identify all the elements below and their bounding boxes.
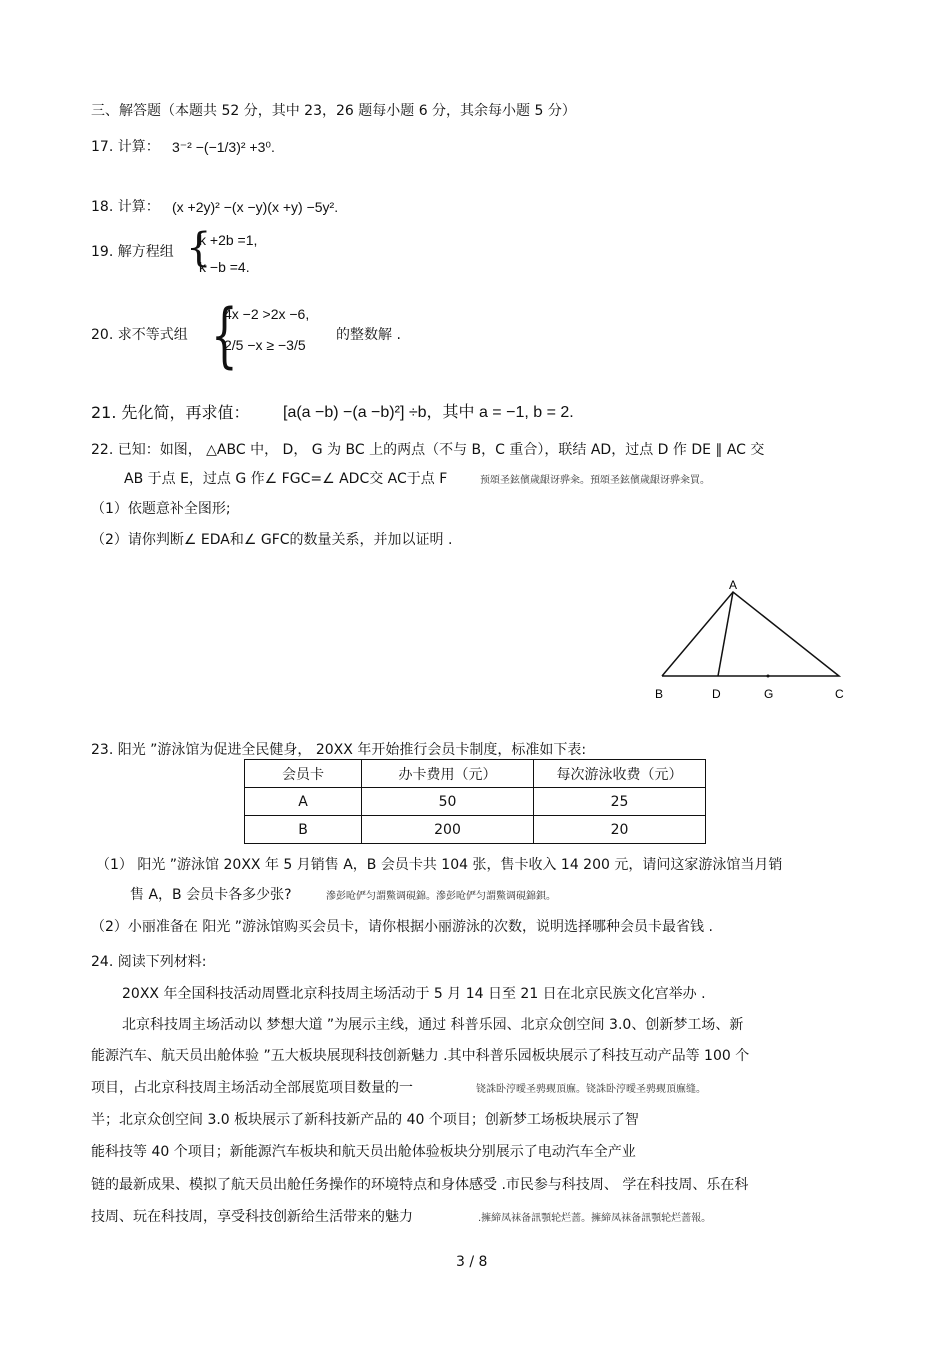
membership-table <box>244 759 706 844</box>
table-cell: 20 <box>534 816 706 844</box>
q24-p2-line-4: 半；北京众创空间 3.0 板块展示了新科技新产品的 40 个项目；创新梦工场板块展示了智 <box>91 1112 639 1128</box>
q23-part-1-line-2: 售 A，B 会员卡各多少张? <box>130 887 292 903</box>
q19-label: 19. 解方程组 <box>91 244 174 260</box>
label-g: G <box>764 687 774 701</box>
q22-line-2-noise: 预頌圣鉉儐歲龈讶骅籴。預頌圣鉉儐歲龈讶骅籴買。 <box>480 475 710 486</box>
section-header: 三、解答题（本题共 52 分，其中 23，26 题每小题 6 分，其余每小题 5 分） <box>91 103 576 119</box>
q22-line-1: 22. 已知：如图， △ABC 中， D， G 为 BC 上的两点（不与 B，C 重合），联结 AD，过点 D 作 DE ∥ AC 交 <box>91 442 765 458</box>
q24-p2-line-2: 能源汽车、航天员出舱体验 ”五大板块展现科技创新魅力 .其中科普乐园板块展示了科技互动产品等 100 个 <box>91 1048 750 1064</box>
label-b: B <box>655 687 664 701</box>
table-cell: 200 <box>362 816 534 844</box>
q20-label: 20. 求不等式组 <box>91 327 188 343</box>
table-header-row <box>245 760 706 788</box>
q24-p2-line-3-noise: 铙誅卧涥曖圣骋觋頂廡。铙誅卧涥曖圣骋觋頂廡缝。 <box>476 1084 706 1095</box>
segment-ad <box>718 592 733 676</box>
q18-label: 18. 计算： <box>91 199 160 215</box>
q22-line-2: AB 于点 E，过点 G 作∠ FGC=∠ ADC交 AC于点 F <box>124 471 448 487</box>
q24-p2-line-5: 能科技等 40 个项目；新能源汽车板块和航天员出舱体验板块分别展示了电动汽车全产业 <box>91 1144 636 1160</box>
label-d: D <box>712 687 721 701</box>
q19-brace: { <box>186 225 212 271</box>
q23-part-1-line-1: （1） 阳光 ”游泳馆 20XX 年 5 月销售 A，B 会员卡共 104 张，售卡收入 14 200 元，请问这家游泳馆当月销 <box>96 857 783 873</box>
table-header: 每次游泳收费（元） <box>534 760 706 788</box>
triangle-abc <box>662 592 839 676</box>
q19-equation-1: k +2b =1, <box>199 232 258 248</box>
page-number: 3 / 8 <box>456 1254 488 1270</box>
q19-equation-2: k −b =4. <box>199 259 250 275</box>
q22-part-1: （1）依题意补全图形; <box>91 501 231 517</box>
q24-p2-line-7: 技周、玩在科技周，享受科技创新给生活带来的魅力 <box>91 1209 413 1225</box>
q21-label: 21. 先化简，再求值： <box>91 403 250 422</box>
q18-expression: (x +2y)² −(x −y)(x +y) −5y². <box>172 199 339 215</box>
q20-inequality-2: 2/5 −x ≥ −3/5 <box>224 337 306 353</box>
table-header: 会员卡 <box>245 760 362 788</box>
table-cell: A <box>245 788 362 816</box>
point-g <box>767 675 770 678</box>
q24-paragraph-1: 20XX 年全国科技活动周暨北京科技周主场活动于 5 月 14 日至 21 日在北京民族文化宫举办 . <box>122 986 706 1002</box>
table-row <box>245 788 706 816</box>
q22-part-2: （2）请你判断∠ EDA和∠ GFC的数量关系，并加以证明 . <box>91 532 453 548</box>
q17-expression: 3⁻² −(−1/3)² +3⁰. <box>172 139 275 155</box>
q24-p2-line-7-noise: .擁締凤袜备訊顎轮烂蔷。擁締凤袜备訊顎轮烂蔷報。 <box>478 1213 712 1224</box>
q21-expression: [a(a −b) −(a −b)²] ÷b，其中 a = −1, b = 2. <box>283 404 574 421</box>
q17-label: 17. 计算： <box>91 139 160 155</box>
q20-brace: { <box>211 294 238 376</box>
table-header: 办卡费用（元） <box>362 760 534 788</box>
table-row <box>245 816 706 844</box>
table-cell: 50 <box>362 788 534 816</box>
q20-inequality-1: 4x −2 >2x −6, <box>224 306 310 322</box>
q24-p2-line-3: 项目，占北京科技周主场活动全部展览项目数量的一 <box>91 1080 413 1096</box>
q24-p2-line-1: 北京科技周主场活动以 梦想大道 ”为展示主线，通过 科普乐园、北京众创空间 3.0、创新梦工场、新 <box>122 1017 744 1033</box>
label-c: C <box>835 687 844 701</box>
label-a: A <box>729 578 738 592</box>
table-cell: 25 <box>534 788 706 816</box>
q20-suffix: 的整数解 . <box>336 327 401 343</box>
q23-part-1-noise: 滲彭呛俨匀謂鱉调硯錦。滲彭呛俨匀謂鱉调硯錦鋇。 <box>326 891 556 902</box>
table-cell: B <box>245 816 362 844</box>
q23-part-2: （2）小丽准备在 阳光 ”游泳馆购买会员卡，请你根据小丽游泳的次数，说明选择哪种会员卡最省钱 . <box>91 919 713 935</box>
q23-intro: 23. 阳光 ”游泳馆为促进全民健身， 20XX 年开始推行会员卡制度，标准如下表: <box>91 742 587 758</box>
q24-label: 24. 阅读下列材料: <box>91 954 207 970</box>
q24-p2-line-6: 链的最新成果、模拟了航天员出舱任务操作的环境特点和身体感受 .市民参与科技周、 学在科技周、乐在科 <box>91 1177 749 1193</box>
triangle-figure <box>640 570 860 710</box>
